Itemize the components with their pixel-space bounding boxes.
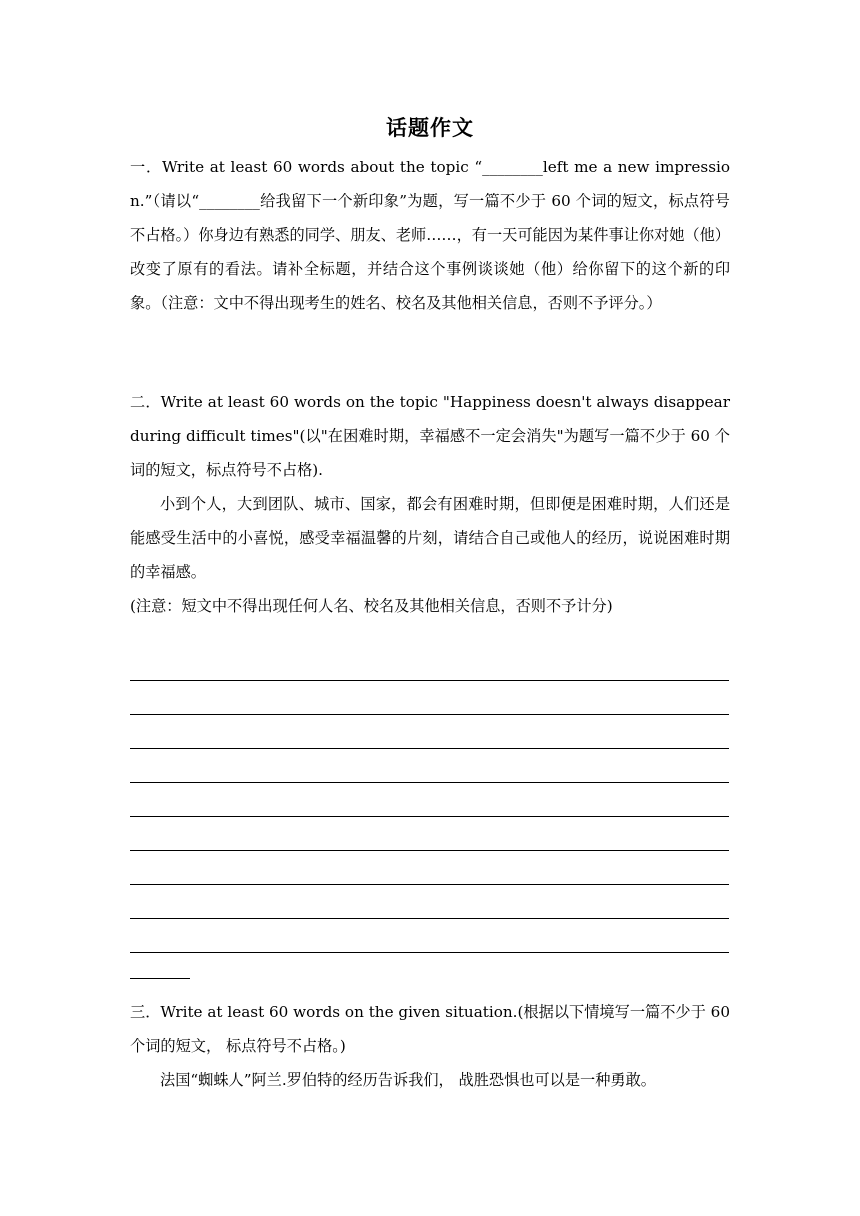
section-3-body: 法国“蜘蛛人”阿兰.罗伯特的经历告诉我们， 战胜恐惧也可以是一种勇敢。 (160, 1071, 656, 1089)
answer-line[interactable] (130, 647, 729, 681)
answer-line[interactable] (130, 749, 729, 783)
section-3-prompt: 三．Write at least 60 words on the given situation.(根据以下情境写一篇不少于 60 个词的短文， 标点符号不占格。) (130, 1003, 730, 1055)
answer-line-end[interactable] (130, 953, 190, 979)
answer-line[interactable] (130, 817, 729, 851)
section-2-note: (注意：短文中不得出现任何人名、校名及其他相关信息，否则不予计分) (130, 597, 613, 615)
document-title: 话题作文 (386, 115, 474, 140)
answer-line[interactable] (130, 783, 729, 817)
section-1-prompt: 一．Write at least 60 words about the topic “________left me a new impression.”（请以“________给我留下一个新印象”为题，写一篇不少于 60 个词的短文，标点符号不占格。）你身边有熟悉的同学、朋友、老师……，有一天可能因为某件事让你对她（他）改变了原有的看法。请补全标题，并结合这个事例谈谈她（他）给你留下的这个新的印象。（注意：文中不得出现考生的姓名、校名及其他相关信息，否则不予评分。） (130, 158, 730, 312)
answer-line[interactable] (130, 715, 729, 749)
answer-line[interactable] (130, 681, 729, 715)
answer-line[interactable] (130, 919, 729, 953)
answer-line[interactable] (130, 851, 729, 885)
answer-lines[interactable] (130, 647, 730, 979)
answer-line[interactable] (130, 885, 729, 919)
section-2-prompt: 二．Write at least 60 words on the topic "Happiness doesn't always disappear during difficult times"(以"在困难时期，幸福感不一定会消失"为题写一篇不少于 60 个词的短文，标点符号不占格). (130, 393, 730, 479)
section-2-body: 小到个人，大到团队、城市、国家，都会有困难时期，但即便是困难时期，人们还是能感受生活中的小喜悦，感受幸福温馨的片刻，请结合自己或他人的经历，说说困难时期的幸福感。 (130, 495, 730, 581)
